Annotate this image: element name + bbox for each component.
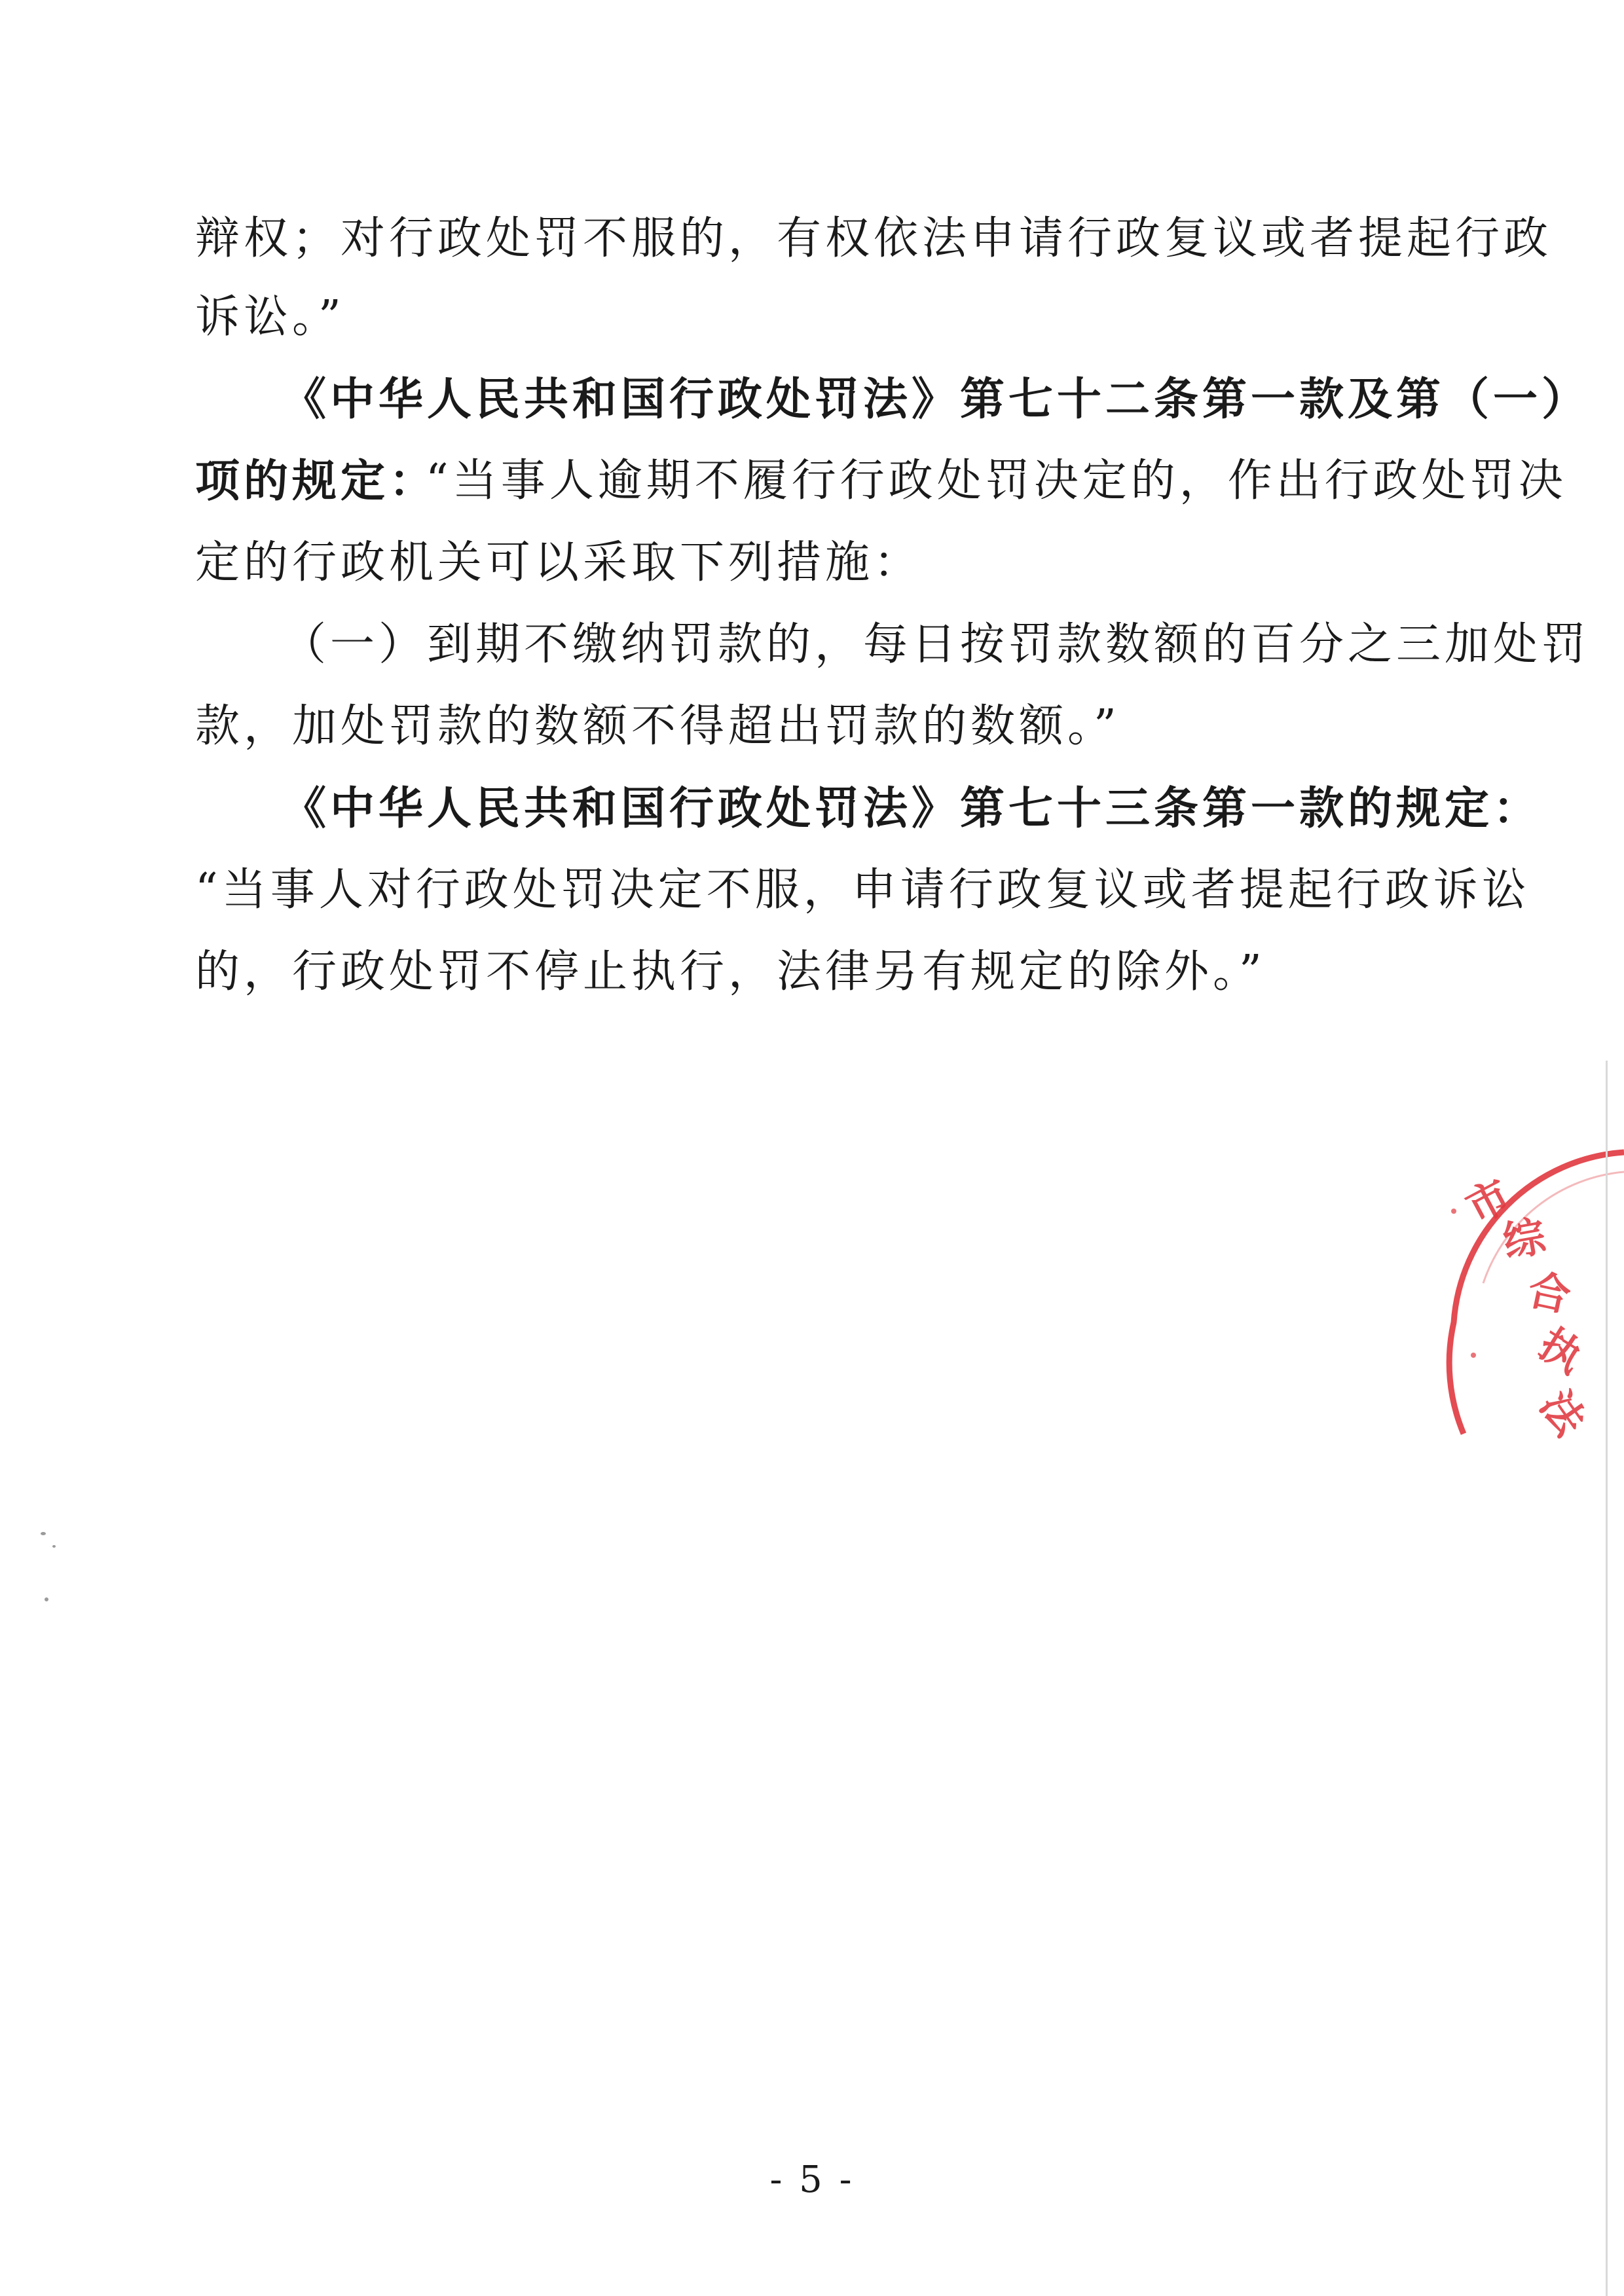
law-citation-heading: 《中华人民共和国行政处罚法》第七十二条第一款及第（一）	[282, 373, 1591, 426]
law-citation-heading-continued: 项的规定：	[195, 455, 438, 507]
quoted-text: “当事人逾期不履行行政处罚决定的，作出行政处罚决	[426, 455, 1567, 507]
paragraph-line: 款，加处罚款的数额不得超出罚款的数额。”	[195, 701, 1120, 752]
official-seal	[1428, 1126, 1624, 1493]
scan-speck	[45, 1597, 48, 1601]
svg-text:市: 市	[1458, 1171, 1519, 1234]
svg-text:执: 执	[1530, 1319, 1592, 1383]
law-citation-heading: 《中华人民共和国行政处罚法》第七十三条第一款的规定：	[282, 782, 1542, 835]
clause-item: （一）到期不缴纳罚款的，每日按罚款数额的百分之三加处罚	[282, 619, 1591, 670]
svg-text:综: 综	[1499, 1212, 1549, 1267]
paragraph-line: 定的行政机关可以采取下列措施：	[195, 537, 923, 589]
scan-edge-line	[1606, 1061, 1608, 2296]
quoted-text: “当事人对行政处罚决定不服，申请行政复议或者提起行政诉讼	[195, 864, 1530, 916]
svg-text:合: 合	[1523, 1266, 1575, 1322]
paragraph-line: 诉讼。”	[195, 291, 345, 343]
svg-text:法: 法	[1530, 1382, 1595, 1445]
paragraph-line: 的，行政处罚不停止执行，法律另有规定的除外。”	[195, 946, 1266, 998]
scan-speck	[52, 1545, 56, 1548]
scan-speck	[41, 1532, 46, 1535]
page-number: - 5 -	[769, 2159, 855, 2201]
paragraph-line: 辩权；对行政处罚不服的，有权依法申请行政复议或者提起行政	[195, 213, 1553, 264]
